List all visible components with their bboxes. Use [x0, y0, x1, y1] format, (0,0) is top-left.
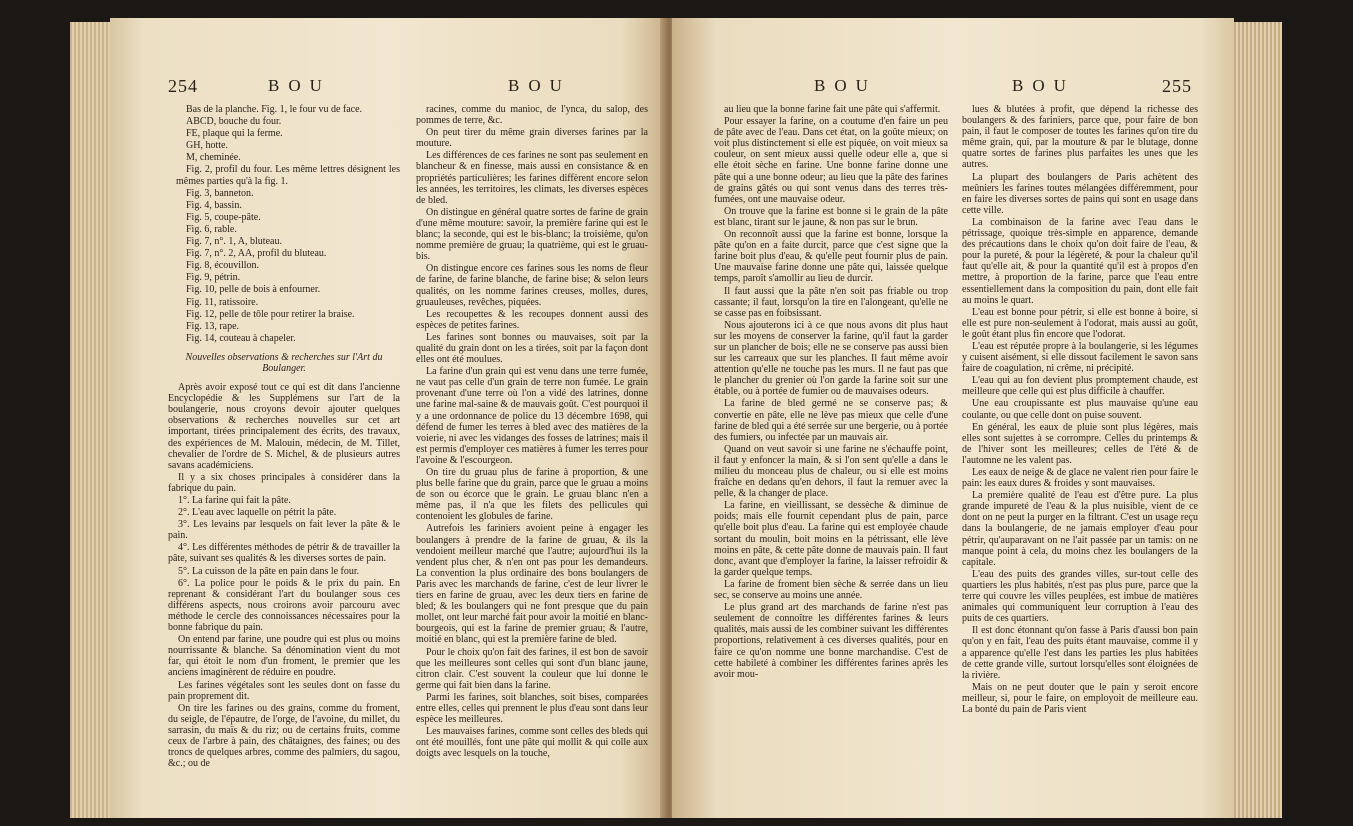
- paragraph: Les eaux de neige & de glace ne valent rien pour faire le pain: les eaux dures & froides y sont mauvaises.: [962, 467, 1199, 490]
- paragraph: au lieu que la bonne farine fait une pâte qui s'affermit.: [724, 104, 941, 115]
- paragraph: La première qualité de l'eau est d'être pure. La plus grande impureté de l'eau & la plus nuisible, vient de ce dont on ne peut la purger en la filtrant. C'est un usage reçu dans la boulangerie, de ne jamais employer d'eau pour pétrir, qu'auparavant on ne l'ait passée par un tamis: on ne manque point à cela, du moins chez les boulangers de la capitale.: [962, 490, 1198, 568]
- paragraph: 3°. Les levains par lesquels on fait lever la pâte & le pain.: [168, 519, 400, 542]
- paragraph: La plupart des boulangers de Paris achètent des meûniers les farines toutes mélangées différemment, pour en faire les diverses sortes de pains qui sont en usage dans cette ville.: [962, 171, 1198, 216]
- paragraph: Nous ajouterons ici à ce que nous avons dit plus haut sur les moyens de conserver la farine, qu'il faut la garder sur un plancher de bois; elle ne se conserve pas aussi bien sur les carreaux que sur les planches. Il faut même avoir attention qu'elle ne touche pas les murs. Il ne faut pas que le plancher du grenier où l'on garde la farine soit sur une étable, ou à portée de fumier ou de mauvaises odeurs.: [714, 319, 948, 398]
- paragraph: La combinaison de la farine avec l'eau dans le pétrissage, quoique très-simple en apparence, demande des précautions dans le choix qu'on doit faire de l'eau, & pour la pureté, & pour la légèreté, & pour la chaleur qu'il faut qu'elle ait, & pour la quantité qu'il est à propos d'en mettre, à proportion de la farine, parce que l'eau entre essentiellement dans la composition du pain, dont elle fait au moins le quart.: [962, 216, 1198, 306]
- paragraph: 2°. L'eau avec laquelle on pétrit la pâte.: [178, 507, 337, 519]
- paragraph: Parmi les farines, soit blanches, soit bises, comparées entre elles, celles qui prennent le plus d'eau sont dans leur espèce les meilleures.: [416, 691, 648, 726]
- figure-caption: Fig. 14, couteau à chapeler.: [186, 332, 296, 344]
- paragraph: La farine de bled germé ne se conserve pas; & convertie en pâte, elle ne lève pas mieux que celle d'une farine de bled qui a été serrée sur une bergerie, ou à portée des fumiers, ou infectée par un mauvais air.: [714, 398, 948, 443]
- paragraph: 6°. La police pour le poids & le prix du pain. En reprenant & considérant l'art du boulanger sous ces différens aspects, nous croirons avoir parcouru avec méthode le cercle des connoissances nécessaires pour la bonne fabrique du pain.: [168, 577, 400, 634]
- paragraph: On tire du gruau plus de farine à proportion, & une plus belle farine que du grain, parce que le gruau a moins de son ou écorce que le grain. Le gruau blanc n'en a même pas, il n'a que les filets des pellicules qui contenoient les globules de farine.: [416, 467, 648, 523]
- figure-caption: Fig. 6, rable.: [186, 223, 237, 235]
- paragraph: 5°. La cuisson de la pâte en pain dans le four.: [178, 565, 360, 577]
- figure-caption: Fig. 3, banneton.: [186, 187, 254, 199]
- paragraph: On reconnoît aussi que la farine est bonne, lorsque la pâte qu'on en a faite durcit, parce que c'est signe que la farine boit plus d'eau, & qu'elle peut fournir plus de pain. Une mauvaise farine donne une pâte qui, laissée quelque temps, paroît s'amollir au lieu de durcir.: [714, 229, 948, 285]
- paragraph: On distingue encore ces farines sous les noms de fleur de farine, de farine blanche, de farine bise; & selon leurs qualités, on les nomme farines creuses, molles, dures, gruauleuses, revêches, piquées.: [416, 263, 648, 308]
- left-column-1: [168, 104, 400, 770]
- figure-caption: Fig. 4, bassin.: [186, 199, 242, 211]
- right-page: [672, 18, 1234, 818]
- figure-caption: Fig. 13, rape.: [186, 320, 240, 332]
- figure-caption: Fig. 2, profil du four. Les même lettres désignent les mêmes parties qu'à la fig. 1.: [176, 164, 400, 187]
- paragraph: Quand on veut savoir si une farine ne s'échauffe point, il faut y enfoncer la main, & si l'on sent qu'elle a dans le milieu du monceau plus de chaleur, ou si elle est moins fraîche en dedans qu'en dehors, il faut la remuer avec la pelle, & la changer de place.: [714, 443, 948, 500]
- left-page-number: 254: [168, 76, 198, 96]
- paragraph: Les recoupettes & les recoupes donnent aussi des espèces de petites farines.: [416, 308, 648, 331]
- left-page-header: [110, 70, 666, 98]
- paragraph: 4°. Les différentes méthodes de pétrir & de travailler la pâte, suivant ses qualités & les diverses sortes de pain.: [168, 542, 400, 565]
- left-column-2-text: [416, 104, 648, 759]
- figure-caption: Fig. 9, pétrin.: [186, 272, 241, 284]
- left-running-head-2: BOU: [508, 76, 571, 95]
- figure-caption: Fig. 7, n°. 1, A, bluteau.: [186, 236, 282, 248]
- figure-caption: Fig. 8, écouvillon.: [186, 260, 260, 272]
- paragraph: Il est donc étonnant qu'on fasse à Paris d'aussi bon pain qu'on y en fait, l'eau des puits étant mauvaise, comme il y a apparence qu'elle l'est dans les parties les plus habitées de cette grande ville, surtout lorsqu'elles sont éloignées de la rivière.: [962, 625, 1198, 681]
- paragraph: Il y a six choses principales à considérer dans la fabrique du pain.: [168, 471, 400, 494]
- left-column-1-text: [168, 382, 400, 769]
- left-column-2: [416, 104, 648, 760]
- figure-caption: Fig. 10, pelle de bois à enfourner.: [186, 284, 321, 296]
- figure-caption: Fig. 11, ratissoire.: [186, 296, 259, 308]
- paragraph: Autrefois les fariniers avoient peine à engager les boulangers à prendre de la farine de gruau, & ils la vendoient meilleur marché que l'autre; aujourd'hui ils la vendent plus cher, & n'en ont pas pour les demandeurs. La convention la plus ordinaire des bons boulangers de Paris avec les marchands de farine, c'est de leur livrer le tiers en farine de gruau, avec les deux tiers en farine de bled; & les boulangers qui ne font presque que du pain mollet, ont leur marché fait pour avoir la moitié en blanc-bourgeois, qui est la farine de premier gruau; & l'autre, moitié en blanc, qui est la première farine de bled.: [416, 523, 648, 646]
- paragraph: Il faut aussi que la pâte n'en soit pas friable ou trop cassante; il faut, lorsqu'on la tire en l'alongeant, qu'elle ne se casse pas en foibsissant.: [714, 285, 948, 319]
- paragraph: racines, comme du manioc, de l'ynca, du salop, des pommes de terre, &c.: [416, 104, 648, 127]
- figure-caption: Fig. 7, n°. 2, AA, profil du bluteau.: [186, 248, 327, 260]
- paragraph: Le plus grand art des marchands de farine n'est pas seulement de connoître les différentes farines & leurs qualités, mais aussi de les combiner suivant les différentes proportions, relativement à ces diverses qualités, pour en faire ce qu'on nomme une bonne marchandise. C'est de cette habileté à combiner les différentes farines après les avoir mou-: [714, 602, 948, 680]
- paragraph: Une eau croupissante est plus mauvaise qu'une eau coulante, ou que celle dont on puise souvent.: [962, 398, 1198, 421]
- paragraph: Les farines sont bonnes ou mauvaises, soit par la qualité du grain dont on les a tirées, soit par la façon dont elles ont été moulues.: [416, 331, 648, 366]
- figure-caption: GH, hotte.: [186, 140, 228, 152]
- right-page-number: 255: [1162, 76, 1192, 96]
- paragraph: On distingue en général quatre sortes de farine de grain d'une même mouture: savoir, la première farine qui est le blanc; la seconde, qui est le bis-blanc; la troisième, qu'on nomme première de gruau; la quatrième, qui est le gruau-bis.: [416, 206, 648, 263]
- figure-caption: M, cheminée.: [186, 152, 241, 164]
- figure-legend: [168, 104, 400, 344]
- figure-caption: Fig. 12, pelle de tôle pour retirer la braise.: [186, 308, 355, 320]
- right-page-edges: [1232, 22, 1282, 818]
- paragraph: Les farines végétales sont les seules dont on fasse du pain proprement dit.: [168, 679, 400, 702]
- paragraph: Pour essayer la farine, on a coutume d'en faire un peu de pâte avec de l'eau. Dans cet état, on la goûte mieux; on voit plus distinctement si elle est piquée, on voit mieux sa couleur, on sent mieux aussi quelle odeur elle a, que si elle étoit sèche en farine. Une bonne farine donne une pâte qui a une bonne odeur; au lieu que la pâte des farines de grains gâtés ou qui sont venus dans des terres très-fumées, ont une mauvaise odeur.: [714, 116, 948, 205]
- paragraph: L'eau est réputée propre à la boulangerie, si les légumes y cuisent aisément, si elle dissout facilement le savon sans faire de coagulation, ni crême, ni précipité.: [962, 340, 1198, 375]
- paragraph: 1°. La farine qui fait la pâte.: [178, 495, 291, 506]
- paragraph: La farine de froment bien sèche & serrée dans un lieu sec, se conserve au moins une année.: [714, 578, 948, 602]
- paragraph: La farine d'un grain qui est venu dans une terre fumée, ne vaut pas celle d'un grain de terre non fumée. Le grain provenant d'une terre où l'on a vidé des latrines, donne une farine mal-saine & de mauvais goût. C'est pourquoi il y a une ordonnance de police du 13 décembre 1698, qui défend de fumer les terres à bled avec des matières de la voierie, ni avec les vidanges des fosses de latrines; mais il est permis d'employer ces matières à fumer les terres pour l'avoine & l'escourgeon.: [416, 366, 648, 466]
- right-column-2: [962, 104, 1198, 716]
- section-title: Nouvelles observations & recherches sur l'Art du Boulanger.: [185, 351, 383, 374]
- right-running-head-2: BOU: [1012, 76, 1075, 95]
- left-page-edges: [70, 22, 112, 818]
- paragraph: L'eau des puits des grandes villes, sur-tout celle des quartiers les plus habités, n'est pas plus pure, parce que la terre qui couvre les villes peuplées, est imbue de matières animales qui communiquent leur corruption à l'eau des puits de ces quartiers.: [962, 568, 1198, 625]
- right-column-2-text: [962, 104, 1198, 715]
- left-running-head-1: BOU: [268, 76, 331, 95]
- paragraph: En général, les eaux de pluie sont plus légères, mais elles sont sujettes à se corrompre. Celles du printemps & de l'hiver sont les meilleures; celles de l'été & de l'automne ne les valent pas.: [962, 421, 1198, 466]
- figure-caption: ABCD, bouche du four.: [186, 116, 282, 128]
- right-column-1-text: [714, 104, 948, 680]
- left-page: [110, 18, 666, 818]
- paragraph: lues & blutées à profit, que dépend la richesse des boulangers & des fariniers, parce que, pour faire de bon pain, il faut le composer de toutes les farines qu'on tire du même grain, qui, par la mouture & par le blutage, donne quatre sortes de farines plus parfaites les unes que les autres.: [962, 104, 1198, 171]
- paragraph: On trouve que la farine est bonne si le grain de la pâte est blanc, tirant sur le jaune, & non pas sur le brun.: [714, 205, 948, 228]
- figure-caption: FE, plaque qui la ferme.: [186, 128, 283, 140]
- figure-caption: Fig. 5, coupe-pâte.: [186, 211, 261, 223]
- paragraph: L'eau est bonne pour pétrir, si elle est bonne à boire, si elle est pure non-seulement à l'odorat, mais aussi au goût, le goût étant plus fin encore que l'odorat.: [962, 306, 1198, 340]
- paragraph: Les différences de ces farines ne sont pas seulement en blancheur & en finesse, mais aussi en consistance & en propriétés particulières; les farines diffèrent encore selon les années, les territoires, les climats, les diverses espèces de bled.: [416, 150, 648, 206]
- figure-caption: Bas de la planche. Fig. 1, le four vu de face.: [186, 104, 363, 115]
- paragraph: On entend par farine, une poudre qui est plus ou moins nourrissante & blanche. Sa dénomination vient du mot far, qui étoit le nom d'un froment, le premier que les anciens imaginèrent de réduire en poudre.: [168, 634, 400, 679]
- paragraph: Les mauvaises farines, comme sont celles des bleds qui ont été mouillés, font une pâte qui mollit & qui colle aux doigts avec lesquels on la touche,: [416, 726, 648, 760]
- paragraph: On peut tirer du même grain diverses farines par la mouture.: [416, 127, 648, 150]
- paragraph: On tire les farines ou des grains, comme du froment, du seigle, de l'épautre, de l'orge, de l'avoine, du millet, du sarrasin, du maïs & du riz; ou de certains fruits, comme ceux de l'arbre à pain, des châtaignes, des faines; ou des troncs de quelques arbres, comme des palmiers, du sagou, &c.; ou de: [168, 702, 400, 770]
- paragraph: L'eau qui au fon devient plus promptement chaude, est meilleure que celle qui est plus difficile à chauffer.: [962, 375, 1198, 398]
- right-column-1: [714, 104, 948, 681]
- paragraph: Après avoir exposé tout ce qui est dit dans l'ancienne Encyclopédie & les Supplémens sur l'art de la boulangerie, nous croyons devoir ajouter quelques observations & recherches nouvelles sur cet art important, tirées principalement des écrits, des travaux, des expériences de M. Malouin, médecin, de M. Tillet, chevalier de l'ordre de S. Michel, & de plusieurs autres savans académiciens.: [168, 382, 400, 471]
- right-page-header: [672, 70, 1234, 98]
- paragraph: Pour le choix qu'on fait des farines, il est bon de savoir que les meilleures sont celles qui sont d'un blanc jaune, citron clair. C'est souvent la couleur que lui donne le germe qui fait bien dans la farine.: [416, 646, 648, 691]
- right-running-head-1: BOU: [814, 76, 877, 95]
- paragraph: Mais on ne peut douter que le pain y seroit encore meilleur, si, pour le faire, on employoit de meilleure eau. La bonté du pain de Paris vient: [962, 681, 1198, 715]
- paragraph: La farine, en vieillissant, se dessèche & diminue de poids; mais elle fournit cependant plus de pain, parce qu'elle boit plus d'eau. La farine qui est employée chaude sortant du moulin, boit moins en la pétrissant, elle lève moins en pâte, & cette pâte donne de mauvais pain. Il faut donc, avant que d'employer la farine, la laisser refroidir & la garder quelque temps.: [714, 500, 948, 578]
